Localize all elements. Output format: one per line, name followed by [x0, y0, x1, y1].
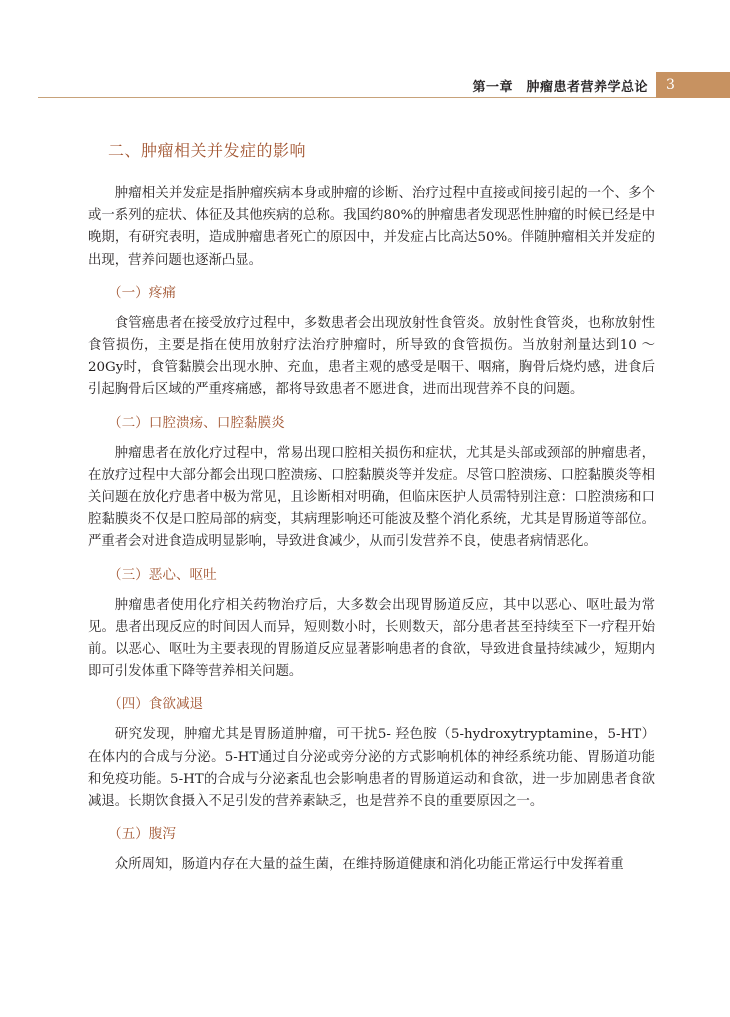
- page-body: [88, 138, 655, 876]
- subsection-paragraph-nausea-vomiting: 肿瘤患者使用化疗相关药物治疗后，大多数会出现胃肠道反应，其中以恶心、呕吐最为常见。患者出现反应的时间因人而异，短则数小时，长则数天，部分患者甚至持续至下一疗程开始前。以恶心、呕吐为主要表现的胃肠道反应显著影响患者的食欲，导致进食量持续减少，短期内即可引发体重下降等营养相关问题。: [88, 597, 655, 680]
- page-number: 3: [656, 72, 730, 98]
- subsection-heading-nausea-vomiting: （三）恶心、呕吐: [108, 566, 217, 583]
- header-rule: [38, 97, 730, 98]
- section-intro-paragraph: 肿瘤相关并发症是指肿瘤疾病本身或肿瘤的诊断、治疗过程中直接或间接引起的一个、多个或一系列的症状、体征及其他疾病的总称。我国约80%的肿瘤患者发现恶性肿瘤的时候已经是中晚期，有研究表明，造成肿瘤患者死亡的原因中，并发症占比高达50%。伴随肿瘤相关并发症的出现，营养问题也逐渐凸显。: [88, 186, 655, 268]
- section-heading: 二、肿瘤相关并发症的影响: [108, 141, 307, 160]
- subsection-paragraph-appetite-loss: 研究发现，肿瘤尤其是胃肠道肿瘤，可干扰5- 羟色胺（5-hydroxytryptamine，5-HT）在体内的合成与分泌。5-HT通过自分泌或旁分泌的方式影响机体的神经系统功能、胃肠道功能和免疫功能。5-HT的合成与分泌紊乱也会影响患者的胃肠道运动和食欲，进一步加剧患者食欲减退。长期饮食摄入不足引发的营养素缺乏，也是营养不良的重要原因之一。: [88, 727, 655, 810]
- subsection-paragraph-diarrhea: 众所周知，肠道内存在大量的益生菌，在维持肠道健康和消化功能正常运行中发挥着重: [114, 857, 624, 873]
- subsection-heading-diarrhea: （五）腹泻: [108, 826, 176, 843]
- subsection-paragraph-pain: 食管癌患者在接受放疗过程中，多数患者会出现放射性食管炎。放射性食管炎，也称放射性食管损伤，主要是指在使用放射疗法治疗肿瘤时，所导致的食管损伤。当放射剂量达到10 ～ 20Gy时，食管黏膜会出现水肿、充血，患者主观的感受是咽干、咽痛，胸骨后烧灼感，进食后引起胸骨后区域的严重疼痛感，都将导致患者不愿进食，进而出现营养不良的问题。: [88, 315, 655, 398]
- subsection-heading-pain: （一）疼痛: [108, 284, 176, 301]
- subsection-heading-oral-mucositis: （二）口腔溃疡、口腔黏膜炎: [108, 414, 285, 431]
- subsection-heading-appetite-loss: （四）食欲减退: [108, 696, 204, 713]
- subsection-paragraph-oral-mucositis: 肿瘤患者在放化疗过程中，常易出现口腔相关损伤和症状，尤其是头部或颈部的肿瘤患者，在放疗过程中大部分都会出现口腔溃疡、口腔黏膜炎等并发症。尽管口腔溃疡、口腔黏膜炎等相关问题在放化疗患者中极为常见，且诊断相对明确，但临床医护人员需特别注意：口腔溃疡和口腔黏膜炎不仅是口腔局部的病变，其病理影响还可能波及整个消化系统，尤其是胃肠道等部位。严重者会对进食造成明显影响，导致进食减少，从而引发营养不良，使患者病情恶化。: [88, 445, 655, 550]
- chapter-title: 第一章 肿瘤患者营养学总论: [472, 80, 648, 95]
- running-header: [0, 72, 730, 98]
